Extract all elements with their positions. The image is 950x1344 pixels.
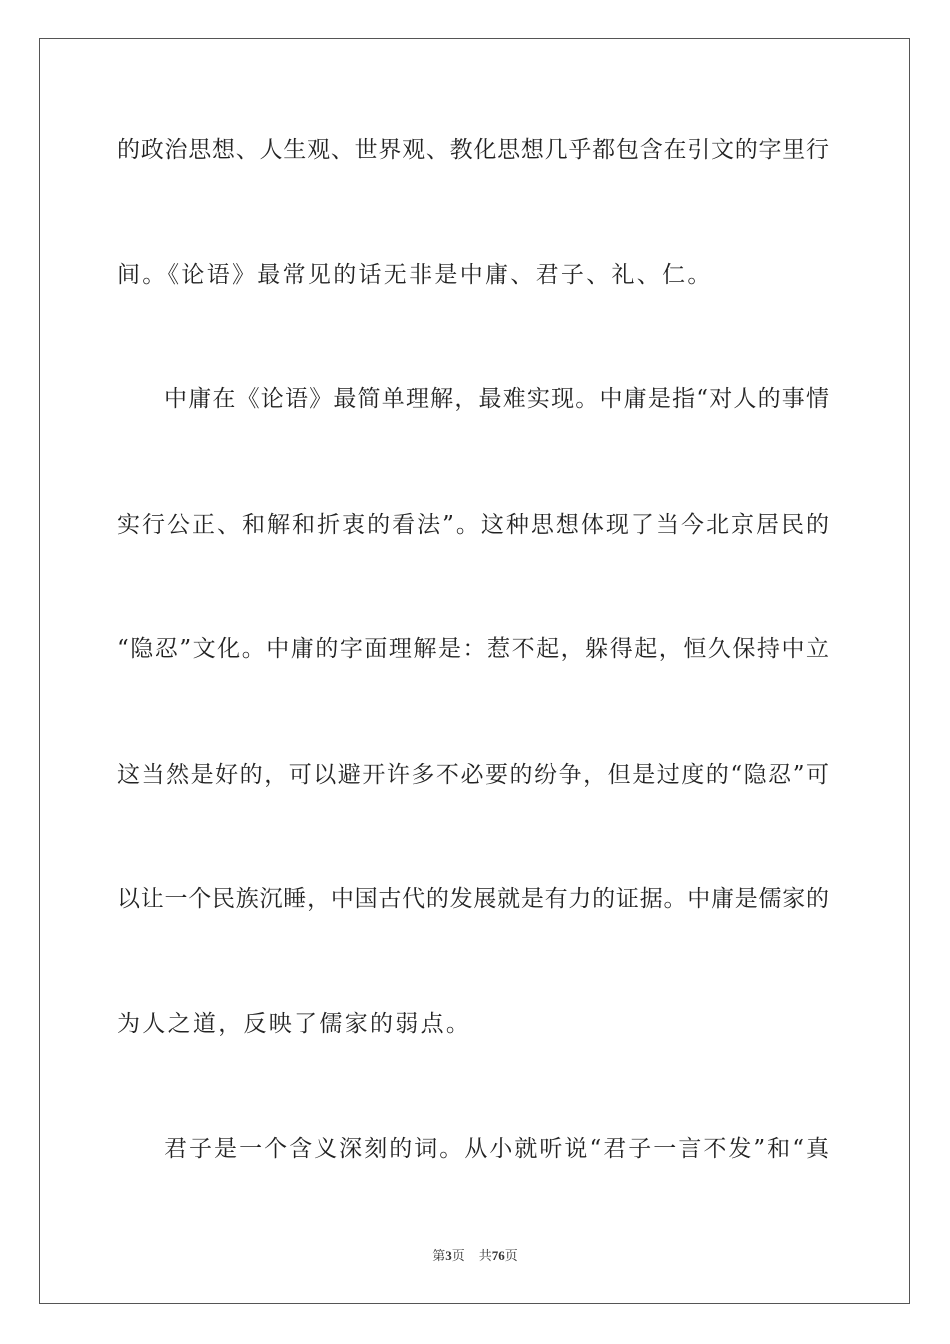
total-suffix: 页	[504, 1249, 518, 1264]
text-line-5: “隐忍”文化。中庸的字面理解是：惹不起，躲得起，恒久保持中立	[117, 636, 829, 662]
text-line-1: 的政治思想、人生观、世界观、教化思想几乎都包含在引文的字里行	[117, 137, 829, 163]
text-line-8: 为人之道，反映了儒家的弱点。	[117, 1011, 472, 1037]
page-border	[39, 38, 910, 1304]
text-line-2: 间。《论语》最常见的话无非是中庸、君子、礼、仁。	[117, 262, 713, 288]
page-footer	[0, 1247, 950, 1266]
text-line-4: 实行公正、和解和折衷的看法”。这种思想体现了当今北京居民的	[117, 512, 829, 538]
text-line-6: 这当然是好的，可以避开许多不必要的纷争，但是过度的“隐忍”可	[117, 762, 829, 788]
text-line-7: 以让一个民族沉睡，中国古代的发展就是有力的证据。中庸是儒家的	[117, 886, 829, 912]
text-line-3: 中庸在《论语》最简单理解，最难实现。中庸是指“对人的事情	[164, 386, 829, 412]
total-prefix: 共	[478, 1249, 492, 1264]
text-line-9: 君子是一个含义深刻的词。从小就听说“君子一言不发”和“真	[164, 1136, 829, 1162]
page-prefix: 第	[432, 1249, 446, 1264]
page-suffix: 页	[451, 1249, 465, 1264]
total-pages: 76	[491, 1248, 505, 1263]
page-number: 3	[445, 1248, 452, 1263]
